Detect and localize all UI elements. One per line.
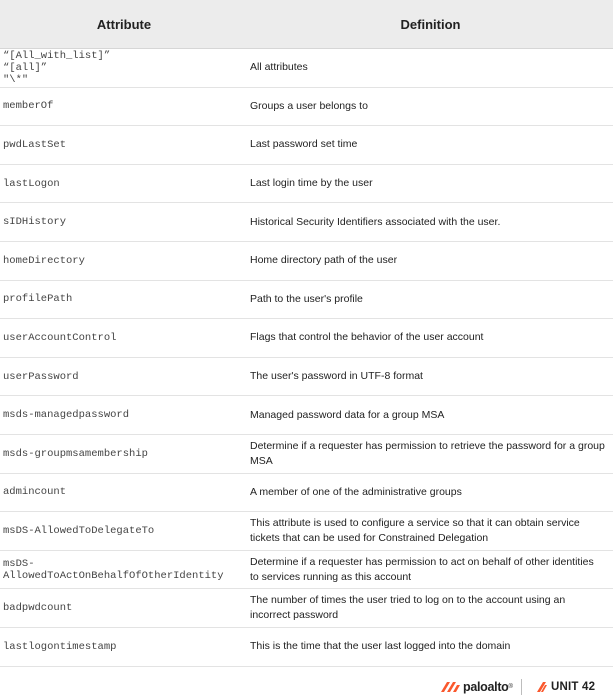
table-row xyxy=(0,280,613,319)
attribute-name: profilePath xyxy=(3,293,73,306)
table-row xyxy=(0,473,613,512)
attribute-name: userAccountControl xyxy=(3,331,117,344)
attribute-cell xyxy=(0,49,248,88)
attribute-cell xyxy=(0,241,248,280)
definition-cell: The number of times the user tried to log on to the account using an incorrect password xyxy=(248,589,613,628)
definition-cell: Last password set time xyxy=(248,126,613,165)
attribute-cell xyxy=(0,396,248,435)
definition-cell: All attributes xyxy=(248,49,613,88)
table-row xyxy=(0,203,613,242)
definition-cell: This attribute is used to configure a service so that it can obtain service tickets that can be used for Constrained Delegation xyxy=(248,512,613,551)
attribute-name: homeDirectory xyxy=(3,254,85,267)
attribute-cell xyxy=(0,164,248,203)
attribute-name: msDS-AllowedToDelegateTo xyxy=(3,524,155,537)
definition-cell: The user's password in UTF-8 format xyxy=(248,357,613,396)
attribute-name: badpwdcount xyxy=(3,602,73,615)
definition-cell: Groups a user belongs to xyxy=(248,87,613,126)
attribute-name: sIDHistory xyxy=(3,216,67,229)
unit42-logo-icon xyxy=(536,681,548,693)
definition-cell: A member of one of the administrative groups xyxy=(248,473,613,512)
paloalto-wordmark: paloalto xyxy=(463,680,509,694)
definition-cell: Last login time by the user xyxy=(248,164,613,203)
table-row xyxy=(0,49,613,88)
table-header xyxy=(0,0,613,49)
header-definition: Definition xyxy=(248,0,613,49)
table-row xyxy=(0,396,613,435)
attribute-cell xyxy=(0,473,248,512)
definition-cell: Historical Security Identifiers associated with the user. xyxy=(248,203,613,242)
attribute-name: userPassword xyxy=(3,370,79,383)
definition-cell: Home directory path of the user xyxy=(248,241,613,280)
attribute-cell xyxy=(0,434,248,473)
attribute-name: memberOf xyxy=(3,100,54,113)
attribute-cell xyxy=(0,126,248,165)
attribute-name: “[all]” xyxy=(3,61,48,74)
definition-cell: Determine if a requester has permission to retrieve the password for a group MSA xyxy=(248,434,613,473)
unit42-logo xyxy=(536,677,595,697)
unit42-wordmark: UNIT 42 xyxy=(551,681,596,693)
attribute-name: admincount xyxy=(3,486,67,499)
table-row xyxy=(0,434,613,473)
attribute-cell xyxy=(0,203,248,242)
logo-divider xyxy=(521,679,522,695)
definition-cell: Path to the user's profile xyxy=(248,280,613,319)
attribute-cell xyxy=(0,512,248,551)
definition-cell: Managed password data for a group MSA xyxy=(248,396,613,435)
table-row xyxy=(0,87,613,126)
paloalto-logo xyxy=(439,677,513,697)
attribute-name: pwdLastSet xyxy=(3,138,67,151)
table-row xyxy=(0,164,613,203)
table-row xyxy=(0,550,613,589)
registered-mark: ® xyxy=(508,684,513,690)
table-row xyxy=(0,589,613,628)
table-row xyxy=(0,357,613,396)
paloalto-logo-icon xyxy=(439,680,461,694)
table-row xyxy=(0,512,613,551)
attribute-name: lastLogon xyxy=(3,177,60,190)
header-row xyxy=(0,0,613,49)
attribute-cell xyxy=(0,87,248,126)
attribute-name: lastlogontimestamp xyxy=(3,640,117,653)
table-row xyxy=(0,126,613,165)
definition-cell: Flags that control the behavior of the user account xyxy=(248,319,613,358)
definition-cell: This is the time that the user last logged into the domain xyxy=(248,627,613,666)
attribute-name: msDS-AllowedToActOnBehalfOfOtherIdentity xyxy=(3,557,224,582)
attribute-name: msds-groupmsamembership xyxy=(3,447,148,460)
table-row xyxy=(0,319,613,358)
attribute-cell xyxy=(0,550,248,589)
attribute-cell xyxy=(0,589,248,628)
attribute-cell xyxy=(0,627,248,666)
attribute-cell xyxy=(0,357,248,396)
definition-cell: Determine if a requester has permission to act on behalf of other identities to services running as this account xyxy=(248,550,613,589)
attribute-name: “[All_with_list]” xyxy=(3,49,111,62)
table-row xyxy=(0,241,613,280)
attribute-name: "\*" xyxy=(3,73,29,86)
table-row xyxy=(0,627,613,666)
attribute-name: msds-managedpassword xyxy=(3,409,130,422)
attribute-cell xyxy=(0,280,248,319)
header-attribute: Attribute xyxy=(0,0,248,49)
table-body xyxy=(0,49,613,667)
attribute-cell xyxy=(0,319,248,358)
footer xyxy=(0,670,613,700)
